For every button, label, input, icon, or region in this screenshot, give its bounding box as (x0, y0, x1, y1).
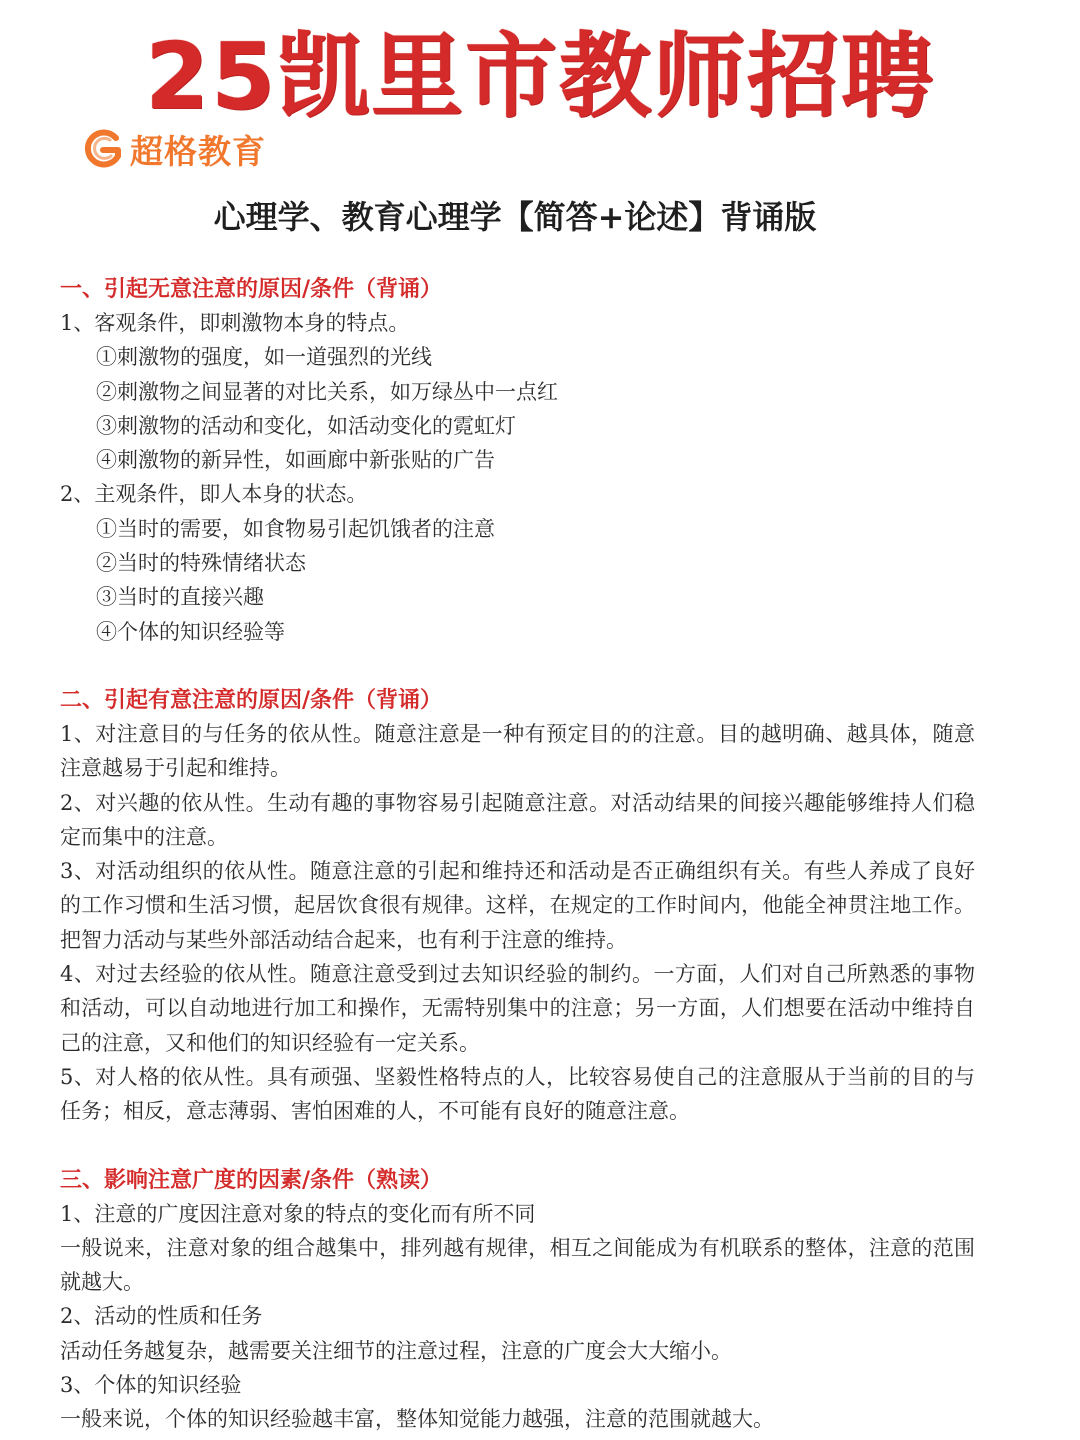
list-subitem: ①当时的需要，如食物易引起饥饿者的注意 (96, 516, 495, 541)
list-subitem: ③刺激物的活动和变化，如活动变化的霓虹灯 (96, 413, 516, 438)
section-heading: 一、引起无意注意的原因/条件（背诵） (60, 276, 443, 302)
paragraph: 2、对兴趣的依从性。生动有趣的事物容易引起随意注意。对活动结果的间接兴趣能够维持人们稳定而集中的注意。 (60, 790, 975, 849)
document-content (60, 272, 975, 1437)
brand (80, 124, 266, 174)
list-item: 1、客观条件，即刺激物本身的特点。 (60, 311, 410, 335)
paragraph: 3、对活动组织的依从性。随意注意的引起和维持还和活动是否正确组织有关。有些人养成了良好的工作习惯和生活习惯，起居饮食很有规律。这样，在规定的工作时间内，他能全神贯注地工作。把智力活动与某些外部活动结合起来，也有利于注意的维持。 (60, 859, 975, 952)
brand-name: 超格教育 (130, 131, 266, 171)
section-involuntary-attention (60, 272, 975, 649)
list-subitem: ④刺激物的新异性，如画廊中新张贴的广告 (96, 448, 495, 473)
list-subitem: ③当时的直接兴趣 (96, 585, 264, 610)
list-subitem: ②刺激物之间显著的对比关系，如万绿丛中一点红 (96, 379, 558, 404)
paragraph: 5、对人格的依从性。具有顽强、坚毅性格特点的人，比较容易使自己的注意服从于当前的目的与任务；相反，意志薄弱、害怕困难的人，不可能有良好的随意注意。 (60, 1064, 975, 1124)
paragraph: 一般来说，个体的知识经验越丰富，整体知觉能力越强，注意的范围就越大。 (60, 1407, 774, 1432)
list-subitem: ②当时的特殊情绪状态 (96, 551, 306, 576)
section-heading: 二、引起有意注意的原因/条件（背诵） (60, 686, 443, 713)
list-subitem: ①刺激物的强度，如一道强烈的光线 (96, 345, 432, 370)
paragraph: 1、对注意目的与任务的依从性。随意注意是一种有预定目的的注意。目的越明确、越具体，随意注意越易于引起和维持。 (60, 721, 975, 781)
paragraph: 一般说来，注意对象的组合越集中，排列越有规律，相互之间能成为有机联系的整体，注意的范围就越大。 (60, 1235, 975, 1295)
section-heading: 三、影响注意广度的因素/条件（熟读） (60, 1166, 443, 1193)
paragraph: 3、个体的知识经验 (60, 1373, 242, 1398)
paragraph: 1、注意的广度因注意对象的特点的变化而有所不同 (60, 1201, 536, 1226)
paragraph: 2、活动的性质和任务 (60, 1304, 263, 1329)
banner-title: 25凯里市教师招聘 (144, 23, 936, 130)
section-attention-span (60, 1163, 975, 1437)
paragraph: 4、对过去经验的依从性。随意注意受到过去知识经验的制约。一方面，人们对自己所熟悉的事物和活动，可以自动地进行加工和操作，无需特别集中的注意；另一方面，人们想要在活动中维持自己的注意，又和他们的知识经验有一定关系。 (60, 962, 975, 1055)
paragraph: 活动任务越复杂，越需要关注细节的注意过程，注意的广度会大大缩小。 (60, 1338, 732, 1363)
section-voluntary-attention (60, 683, 975, 1129)
document-title: 心理学、教育心理学【简答+论述】背诵版 (213, 198, 817, 236)
brand-g-logo-icon (80, 126, 126, 172)
list-subitem: ④个体的知识经验等 (96, 619, 285, 644)
list-item: 2、主观条件，即人本身的状态。 (60, 482, 368, 507)
